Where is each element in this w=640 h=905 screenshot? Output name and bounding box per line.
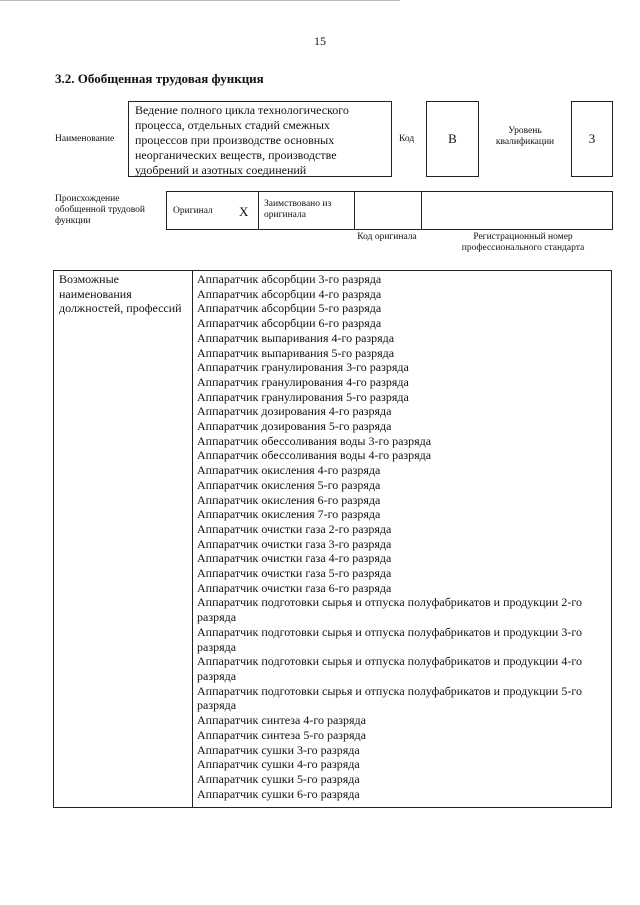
borrowed-label: Заимствовано из оригинала [264,199,332,220]
list-item: Аппаратчик сушки 4-го разряда [197,757,360,772]
code-label: Код [399,134,415,144]
reg-caption: Регистрационный номер профессионального стандарта [461,232,585,253]
list-item: Аппаратчик обессоливания воды 3-го разряда [197,433,432,448]
function-name-box [128,101,392,177]
table-divider [192,271,193,807]
top-rule [0,0,400,1]
list-item: Аппаратчик абсорбции 5-го разряда [197,301,382,316]
list-item: Аппаратчик подготовки сырья и отпуска полуфабрикатов и продукции 2-го разряда [197,595,582,625]
page-number: 15 [314,34,326,48]
origin-divider-3 [421,192,422,229]
list-item: Аппаратчик гранулирования 4-го разряда [197,374,409,389]
origin-label: Происхождение обобщенной трудовой функции [55,194,145,226]
code-value-box [426,101,479,177]
list-item: Аппаратчик подготовки сырья и отпуска полуфабрикатов и продукции 3-го разряда [197,624,582,654]
function-name: Ведение полного цикла технологического процесса, отдельных стадий смежных процессов при производстве основных неорганических веществ, производстве удобрений и азотных соединений [135,103,349,177]
list-item: Аппаратчик дозирования 4-го разряда [197,404,392,419]
name-label: Наименование [55,134,115,144]
list-item: Аппаратчик гранулирования 3-го разряда [197,360,409,375]
level-value-box [571,101,613,177]
list-item: Аппаратчик окисления 5-го разряда [197,477,381,492]
list-item: Аппаратчик синтеза 4-го разряда [197,713,366,728]
origin-divider-1 [258,192,259,229]
list-item: Аппаратчик очистки газа 6-го разряда [197,580,392,595]
list-item: Аппаратчик синтеза 5-го разряда [197,727,366,742]
positions-table [53,270,612,808]
list-item: Аппаратчик окисления 6-го разряда [197,492,381,507]
list-item: Аппаратчик сушки 6-го разряда [197,786,360,801]
origin-box [166,191,613,230]
list-item: Аппаратчик сушки 5-го разряда [197,771,360,786]
origin-divider-2 [354,192,355,229]
list-item: Аппаратчик гранулирования 5-го разряда [197,389,409,404]
list-item: Аппаратчик выпаривания 4-го разряда [197,330,395,345]
list-item: Аппаратчик обессоливания воды 4-го разряда [197,448,432,463]
code-caption: Код оригинала [357,232,417,242]
list-item: Аппаратчик очистки газа 2-го разряда [197,521,392,536]
code-value: B [448,131,457,146]
list-item: Аппаратчик очистки газа 3-го разряда [197,536,392,551]
list-item: Аппаратчик очистки газа 5-го разряда [197,566,392,581]
positions-label: Возможные наименования должностей, профессий [59,272,182,316]
list-item: Аппаратчик окисления 4-го разряда [197,463,381,478]
list-item: Аппаратчик абсорбции 4-го разряда [197,286,382,301]
level-label: Уровень квалификации [495,126,555,147]
section-title: 3.2. Обобщенная трудовая функция [55,71,264,86]
original-label: Оригинал [173,206,213,216]
list-item: Аппаратчик дозирования 5-го разряда [197,419,392,434]
positions-list [197,272,609,801]
level-value: 3 [588,131,596,146]
list-item: Аппаратчик подготовки сырья и отпуска полуфабрикатов и продукции 5-го разряда [197,683,582,713]
original-mark: X [239,204,249,219]
list-item: Аппаратчик окисления 7-го разряда [197,507,381,522]
list-item: Аппаратчик очистки газа 4-го разряда [197,551,392,566]
list-item: Аппаратчик выпаривания 5-го разряда [197,345,395,360]
list-item: Аппаратчик подготовки сырья и отпуска полуфабрикатов и продукции 4-го разряда [197,654,582,683]
list-item: Аппаратчик сушки 3-го разряда [197,742,360,757]
list-item: Аппаратчик абсорбции 3-го разряда [197,272,382,286]
list-item: Аппаратчик абсорбции 6-го разряда [197,316,382,331]
